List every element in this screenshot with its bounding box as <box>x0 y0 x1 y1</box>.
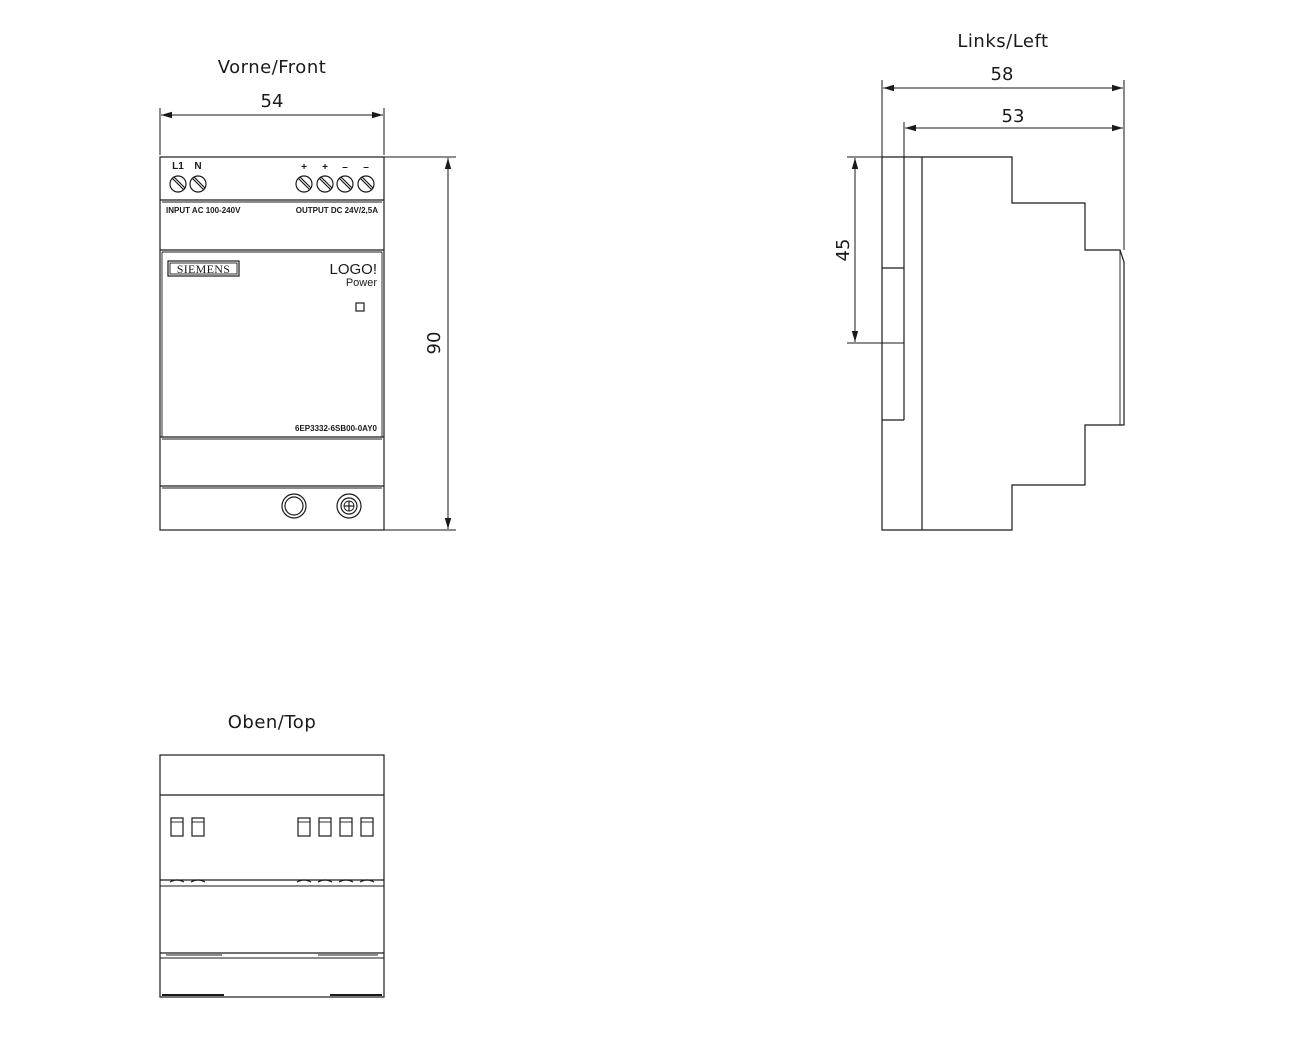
product-sub: Power <box>345 277 377 289</box>
terminal-label-n: N <box>194 161 202 172</box>
adjust-potentiometer <box>282 494 306 518</box>
output-rating-label: OUTPUT DC 24V/2,5A <box>295 206 378 215</box>
order-number: 6EP3332-6SB00-0AY0 <box>295 424 377 433</box>
output-terminal-screws <box>296 176 374 192</box>
left-housing-profile <box>882 157 1124 530</box>
front-view-title: Vorne/Front <box>217 57 327 78</box>
left-depth-body-value: 53 <box>1001 106 1025 127</box>
top-input-terminals <box>171 818 204 836</box>
top-output-terminals <box>298 818 373 836</box>
terminal-label-minus-2: – <box>363 162 369 173</box>
brand-name: SIEMENS <box>176 262 231 276</box>
left-view <box>833 31 1124 530</box>
front-width-value: 54 <box>260 91 284 112</box>
led-indicator <box>356 303 364 311</box>
front-height-dimension <box>384 157 456 530</box>
left-rail-value: 45 <box>833 238 854 262</box>
top-view-title: Oben/Top <box>227 712 317 733</box>
terminal-label-l1: L1 <box>172 161 184 172</box>
input-terminal-screws <box>170 176 206 192</box>
left-rail-dimension <box>833 157 904 343</box>
front-view <box>160 57 456 530</box>
front-height-value: 90 <box>424 331 445 355</box>
top-view <box>160 712 384 997</box>
ground-screw <box>337 494 361 518</box>
terminal-label-plus-1: + <box>301 162 307 173</box>
input-rating-label: INPUT AC 100-240V <box>166 206 241 215</box>
terminal-label-minus-1: – <box>342 162 348 173</box>
product-name: LOGO! <box>329 261 377 278</box>
left-view-title: Links/Left <box>957 31 1049 52</box>
terminal-label-plus-2: + <box>322 162 328 173</box>
front-width-dimension <box>160 91 384 155</box>
top-housing <box>160 755 384 997</box>
left-depth-body-dimension <box>904 106 1123 157</box>
left-depth-total-value: 58 <box>990 64 1014 85</box>
